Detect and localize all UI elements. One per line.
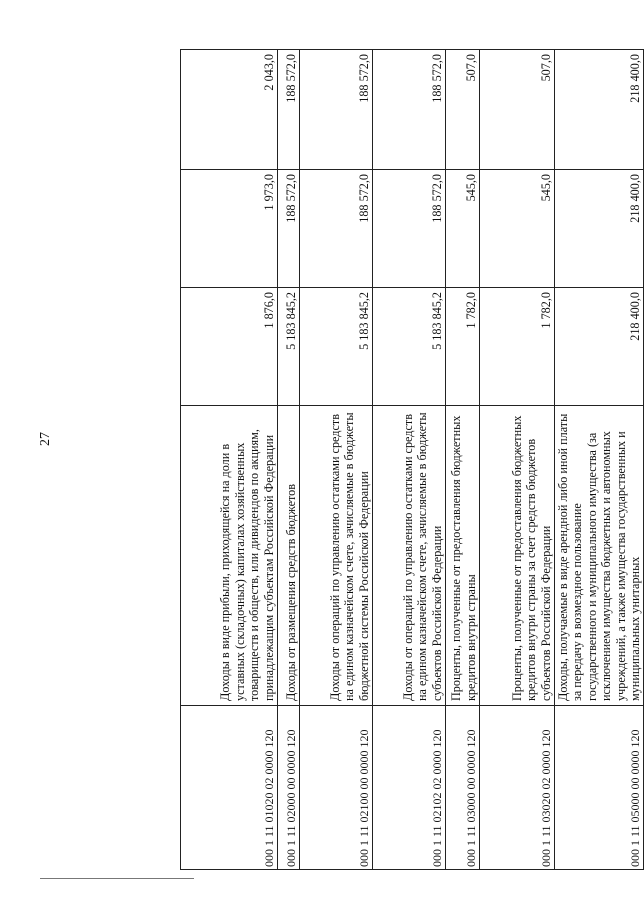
revenue-name: Доходы, получаемые в виде арендной либо иной платы за передачу в возмездное пользование государственного и муниципального имущества (за исключением имущества бюджетных и автономных учреждений, а также имущества государственных и муниципальных унитарных xyxy=(555,406,644,706)
amount-year-2: 218 400,0 xyxy=(555,170,644,288)
budget-code: 000 1 11 03020 02 0000 120 xyxy=(480,706,555,870)
table-row xyxy=(181,50,278,870)
footnote-divider xyxy=(40,878,194,879)
amount-year-1: 5 183 845,2 xyxy=(300,288,373,406)
budget-code: 000 1 11 01020 02 0000 120 xyxy=(181,706,278,870)
budget-code: 000 1 11 03000 00 0000 120 xyxy=(446,706,480,870)
page-number: 27 xyxy=(38,432,53,446)
revenue-name: Доходы от размещения средств бюджетов xyxy=(278,406,300,706)
amount-year-2: 188 572,0 xyxy=(278,170,300,288)
revenue-name: Проценты, полученные от предоставления бюджетных кредитов внутри страны за счет средств бюджетов субъектов Российской Федерации xyxy=(480,406,555,706)
revenue-table xyxy=(180,49,644,870)
budget-code: 000 1 11 02100 00 0000 120 xyxy=(300,706,373,870)
amount-year-2: 545,0 xyxy=(480,170,555,288)
amount-year-2: 1 973,0 xyxy=(181,170,278,288)
amount-year-3: 218 400,0 xyxy=(555,50,644,170)
amount-year-1: 1 876,0 xyxy=(181,288,278,406)
table-row xyxy=(480,50,555,870)
amount-year-2: 545,0 xyxy=(446,170,480,288)
amount-year-1: 218 400,0 xyxy=(555,288,644,406)
table-row xyxy=(278,50,300,870)
table-row xyxy=(555,50,644,870)
revenue-name: Доходы от операций по управлению остатками средств на едином казначейском счете, зачисляемые в бюджеты субъектов Российской Федерации xyxy=(373,406,446,706)
table-row xyxy=(300,50,373,870)
amount-year-3: 188 572,0 xyxy=(300,50,373,170)
amount-year-3: 507,0 xyxy=(480,50,555,170)
table-row xyxy=(446,50,480,870)
revenue-name: Доходы от операций по управлению остатками средств на едином казначейском счете, зачисляемые в бюджеты бюджетной системы Российской Федерации xyxy=(300,406,373,706)
budget-code: 000 1 11 02000 00 0000 120 xyxy=(278,706,300,870)
budget-code: 000 1 11 02102 02 0000 120 xyxy=(373,706,446,870)
amount-year-1: 1 782,0 xyxy=(480,288,555,406)
revenue-name: Проценты, полученные от предоставления бюджетных кредитов внутри страны xyxy=(446,406,480,706)
budget-code: 000 1 11 05000 00 0000 120 xyxy=(555,706,644,870)
amount-year-1: 5 183 845,2 xyxy=(278,288,300,406)
amount-year-3: 188 572,0 xyxy=(278,50,300,170)
revenue-table-container xyxy=(180,50,643,870)
amount-year-3: 507,0 xyxy=(446,50,480,170)
amount-year-1: 5 183 845,2 xyxy=(373,288,446,406)
amount-year-3: 2 043,0 xyxy=(181,50,278,170)
table-row xyxy=(373,50,446,870)
amount-year-2: 188 572,0 xyxy=(373,170,446,288)
amount-year-2: 188 572,0 xyxy=(300,170,373,288)
revenue-name: Доходы в виде прибыли, приходящейся на доли в уставных (складочных) капиталах хозяйственных товариществ и обществ, или дивидендов по акциям, принадлежащим субъектам Российской Федерации xyxy=(181,406,278,706)
amount-year-1: 1 782,0 xyxy=(446,288,480,406)
amount-year-3: 188 572,0 xyxy=(373,50,446,170)
